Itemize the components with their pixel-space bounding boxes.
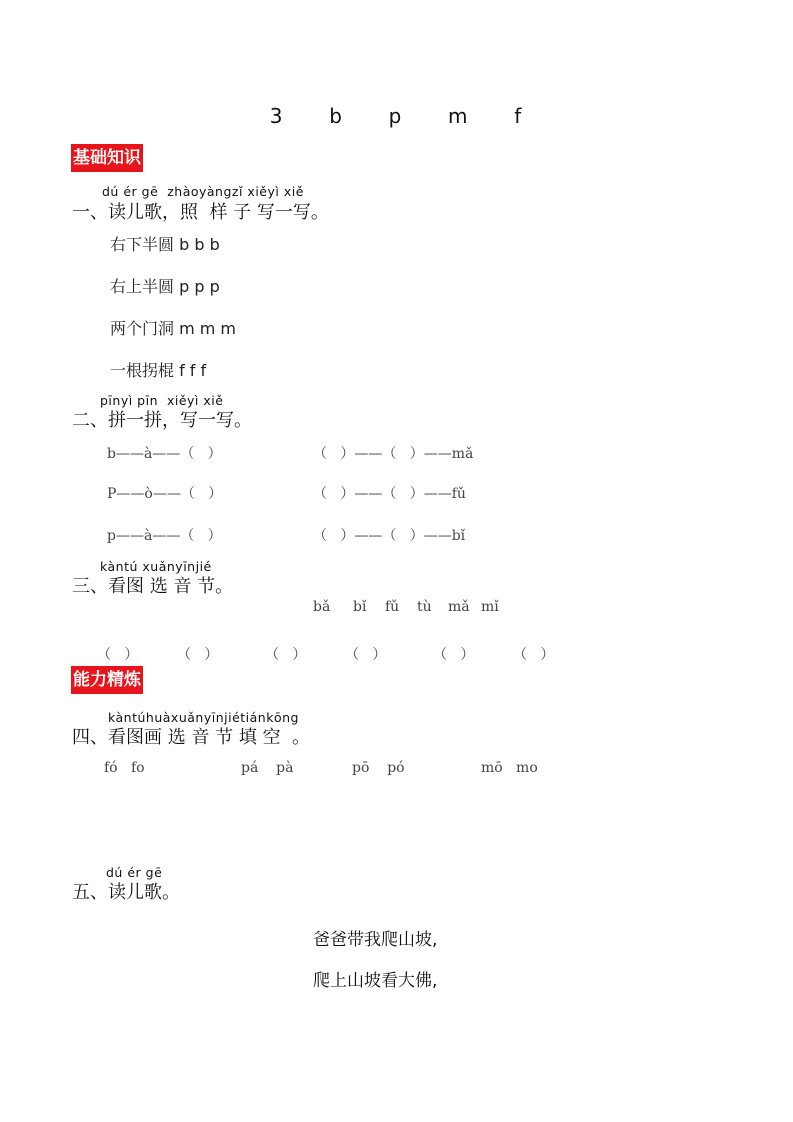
s3-blank: （ ） [265,647,307,663]
s2-row-left: P——ò——（ ） [107,486,223,502]
s3-option: fǔ [385,599,400,615]
page-title: 3 b p m f [269,104,524,128]
s5-pinyin: dú ér gē [106,865,163,880]
s2-row-left: b——à——（ ） [107,446,222,462]
s3-blank: （ ） [177,647,219,663]
s2-pinyin: pīnyì pīn xiěyì xiě [100,393,224,408]
s1-line: 右上半圆 p p p [110,277,220,296]
section-badge-ability: 能力精炼 [71,666,143,694]
poem-line: 爸爸带我爬山坡, [313,930,438,950]
s3-heading: 三、看图 选 音 节。 [72,576,234,597]
s4-syllables: mō mo [481,760,538,776]
s1-line: 两个门洞 m m m [110,319,237,338]
s4-syllables: pá pà [241,760,294,776]
s3-option: bǎ [313,599,331,615]
s2-row-right: （ ）——（ ）——fǔ [313,486,466,502]
s4-syllables: fó fo [104,760,145,776]
s2-row-right: （ ）——（ ）——mǎ [313,446,474,462]
s2-row-left: p——à——（ ） [107,528,222,544]
s3-blank: （ ） [513,647,555,663]
s3-pinyin: kàntú xuǎnyīnjié [100,559,212,574]
s3-option: mǎ [448,599,470,615]
s3-blank: （ ） [433,647,475,663]
s3-option: bǐ [353,599,367,615]
s3-blank: （ ） [97,647,139,663]
s2-row-right: （ ）——（ ）——bǐ [313,528,466,544]
s1-line: 右下半圆 b b b [110,235,220,254]
s1-pinyin: dú ér gē zhàoyàngzǐ xiěyì xiě [102,184,304,199]
s4-heading: 四、看图画 选 音 节 填 空 。 [72,727,311,748]
s1-line: 一根拐棍 f f f [110,361,207,380]
s4-pinyin: kàntúhuàxuǎnyīnjiétiánkōng [108,710,299,725]
s4-syllables: pō pó [352,760,405,776]
s3-blank: （ ） [345,647,387,663]
s1-heading: 一、读儿歌，照 样 子 写一写。 [72,202,329,223]
s3-option: tù [417,599,432,615]
section-badge-basic: 基础知识 [71,144,143,172]
s2-heading: 二、拼一拼，写一写。 [72,410,252,431]
poem-line: 爬上山坡看大佛, [313,971,438,991]
s5-heading: 五、读儿歌。 [72,882,180,903]
s3-option: mǐ [481,599,499,615]
